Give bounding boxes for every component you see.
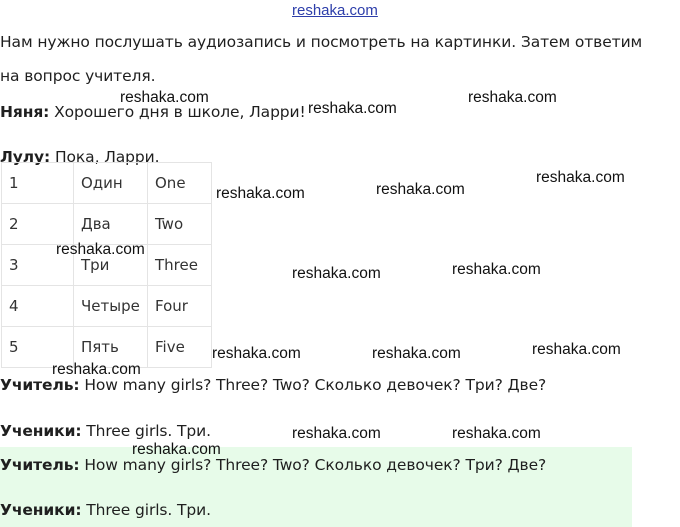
watermark-text: reshaka.com — [56, 241, 145, 258]
watermark-text: reshaka.com — [216, 185, 305, 202]
teacher-line-highlighted — [0, 456, 546, 474]
table-cell: 5 — [2, 327, 74, 368]
speaker-label: Ученики: — [0, 422, 82, 440]
table-cell: Two — [148, 204, 212, 245]
speech-text: How many girls? Three? Two? Сколько девочек? Три? Две? — [79, 456, 547, 474]
watermark-text: reshaka.com — [132, 441, 221, 458]
table-cell: Два — [74, 204, 148, 245]
watermark-text: reshaka.com — [120, 89, 209, 106]
speaker-label: Ученики: — [0, 501, 82, 519]
watermark-text: reshaka.com — [292, 425, 381, 442]
watermark-text: reshaka.com — [212, 345, 301, 362]
speech-text: Хорошего дня в школе, Ларри! — [49, 103, 306, 121]
table-cell: 3 — [2, 245, 74, 286]
table-cell: Three — [148, 245, 212, 286]
watermark-text: reshaka.com — [52, 361, 141, 378]
table-cell: Три — [74, 245, 148, 286]
watermark-text: reshaka.com — [376, 181, 465, 198]
watermark-text: reshaka.com — [536, 169, 625, 186]
intro-line-1: Нам нужно послушать аудиозапись и посмотреть на картинки. Затем ответим — [0, 33, 643, 51]
watermark-link[interactable]: reshaka.com — [292, 2, 378, 19]
watermark-text: reshaka.com — [292, 265, 381, 282]
speaker-label: Учитель: — [0, 376, 80, 394]
table-cell: 2 — [2, 204, 74, 245]
speech-text: How many girls? Three? Two? Сколько девочек? Три? Две? — [79, 376, 547, 394]
table-row — [2, 204, 212, 245]
numbers-table — [1, 162, 212, 368]
speech-text: Three girls. Три. — [81, 422, 211, 440]
table-cell: 4 — [2, 286, 74, 327]
table-cell: One — [148, 163, 212, 204]
table-cell: Один — [74, 163, 148, 204]
pupils-line-highlighted — [0, 501, 211, 519]
watermark-text: reshaka.com — [372, 345, 461, 362]
watermark-text: reshaka.com — [308, 100, 397, 117]
table-row — [2, 286, 212, 327]
intro-line-2: на вопрос учителя. — [0, 67, 156, 85]
watermark-text: reshaka.com — [452, 261, 541, 278]
table-row — [2, 163, 212, 204]
watermark-text: reshaka.com — [452, 425, 541, 442]
table-cell: Четыре — [74, 286, 148, 327]
watermark-text: reshaka.com — [532, 341, 621, 358]
table-cell: 1 — [2, 163, 74, 204]
watermark-text: reshaka.com — [468, 89, 557, 106]
speech-text: Пока, Ларри. — [50, 148, 160, 166]
table-cell: Four — [148, 286, 212, 327]
speaker-label: Лулу: — [0, 148, 51, 166]
speech-text: Three girls. Три. — [81, 501, 211, 519]
speaker-label: Учитель: — [0, 456, 80, 474]
table-cell: Five — [148, 327, 212, 368]
pupils-line — [0, 422, 211, 440]
table-cell: Пять — [74, 327, 148, 368]
speaker-label: Няня: — [0, 103, 50, 121]
